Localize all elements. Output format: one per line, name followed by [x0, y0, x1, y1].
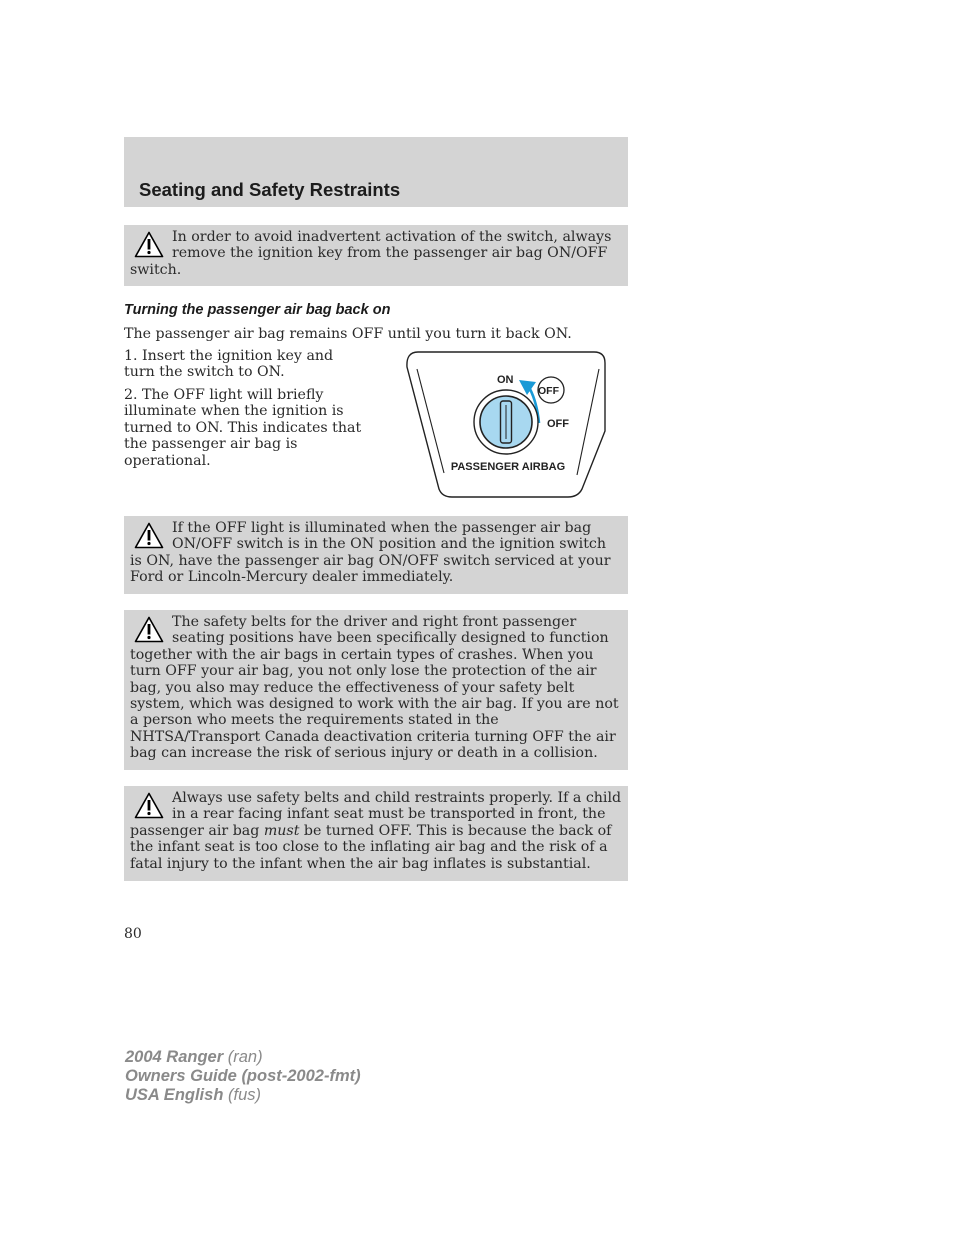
- warning-triangle-icon: [130, 520, 170, 552]
- warning-triangle-icon: [130, 614, 170, 646]
- label-passenger-airbag: PASSENGER AIRBAG: [450, 461, 566, 473]
- footer-model-code: (ran): [227, 1048, 263, 1066]
- warning-box-ignition-key: [124, 225, 628, 286]
- label-off-light: OFF: [538, 385, 559, 397]
- label-off: OFF: [547, 418, 569, 430]
- warning-box-child-restraints: [124, 786, 628, 881]
- intro-paragraph: The passenger air bag remains OFF until you turn it back ON.: [124, 326, 572, 342]
- warning-triangle-icon: [130, 790, 170, 822]
- footer-guide: Owners Guide (post-2002-fmt): [125, 1067, 361, 1085]
- warning-box-off-light: [124, 516, 628, 594]
- warning-triangle-icon: [130, 229, 170, 261]
- warning-text: If the OFF light is illuminated when the passenger air bag ON/OFF switch is in the ON position and the ignition switch is ON, have the passenger air bag ON/OFF switch serviced at your Ford or Lincoln-Mercury dealer immediately.: [130, 520, 611, 586]
- warning-text: The safety belts for the driver and right front passenger seating positions have been specifically designed to function together with the air bags in certain types of crashes. When you turn OFF your air bag, you not only lose the protection of the air bag, you also may reduce the effectiveness of your safety belt system, which was designed to work with the air bag. If you are not a person who meets the requirements stated in the NHTSA/Transport Canada deactivation criteria turning OFF the air bag can increase the risk of serious injury or death in a collision.: [130, 614, 619, 762]
- warning-text-part: Always use safety belts and child restraints properly. If a child in a rear facing infant seat must be transported in front, the passenger air bag: [130, 790, 622, 839]
- section-title: Seating and Safety Restraints: [139, 179, 401, 200]
- label-on: ON: [497, 374, 514, 386]
- warning-text-part: be turned OFF. This is because the back of the infant seat is too close to the inflating air bag and the risk of a fatal injury to the infant when the air bag inflates is substantial.: [130, 822, 612, 872]
- subheading: Turning the passenger air bag back on: [124, 302, 391, 318]
- airbag-switch-figure: [406, 351, 608, 499]
- step-1: 1. Insert the ignition key and turn the switch to ON.: [124, 348, 334, 381]
- emphasis-must: must: [263, 822, 300, 839]
- document-footer: [125, 1048, 361, 1105]
- footer-language-code: (fus): [228, 1086, 261, 1104]
- footer-language: USA English: [125, 1086, 224, 1104]
- footer-model: 2004 Ranger: [125, 1048, 224, 1066]
- page-number: 80: [124, 926, 142, 942]
- warning-text: [130, 790, 622, 872]
- warning-text: In order to avoid inadvertent activation of the switch, always remove the ignition key from the passenger air bag ON/OFF switch.: [130, 229, 612, 278]
- step-2: 2. The OFF light will briefly illuminate when the ignition is turned to ON. This indicates that the passenger air bag is operational.: [124, 387, 362, 469]
- header-band: [124, 137, 628, 207]
- warning-box-safety-belts: [124, 610, 628, 770]
